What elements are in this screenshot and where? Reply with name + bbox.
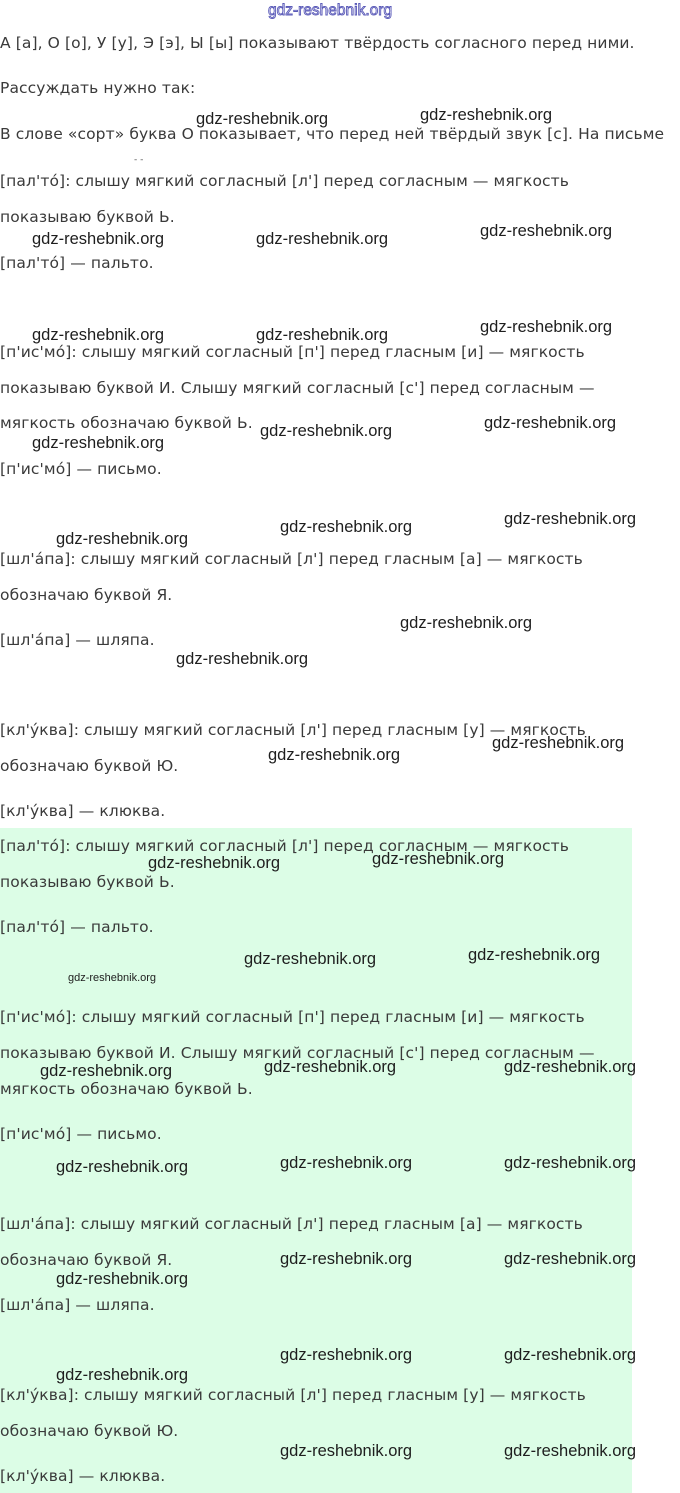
s1-klyukva-line-2: обозначаю буквой Ю. xyxy=(0,757,179,775)
watermark: gdz-reshebnik.org xyxy=(468,946,601,964)
s2-shlyapa-line-2: обозначаю буквой Я. xyxy=(0,1251,173,1269)
watermark: gdz-reshebnik.org xyxy=(56,1366,189,1384)
watermark: gdz-reshebnik.org xyxy=(280,1346,413,1364)
intro-line-1: А [а], О [о], У [у], Э [э], Ы [ы] показывают твёрдость согласного перед ними. xyxy=(0,34,635,52)
watermark: gdz-reshebnik.org xyxy=(504,1250,637,1268)
watermark: gdz-reshebnik.org xyxy=(256,326,389,344)
watermark: gdz-reshebnik.org xyxy=(480,318,613,336)
s1-shlyapa-line-1: [шл'а́па]: слышу мягкий согласный [л'] перед гласным [а] — мягкость xyxy=(0,550,583,568)
watermark: gdz-reshebnik.org xyxy=(504,1058,637,1076)
watermark: gdz-reshebnik.org xyxy=(400,614,533,632)
watermark: gdz-reshebnik.org xyxy=(32,326,165,344)
watermark-small: gdz-reshebnik.org xyxy=(68,972,157,984)
watermark: gdz-reshebnik.org xyxy=(280,518,413,536)
watermark: gdz-reshebnik.org xyxy=(504,1154,637,1172)
s2-klyukva-result: [кл'у́ква] — клюква. xyxy=(0,1467,166,1485)
s1-pismo-line-3: мягкость обозначаю буквой Ь. xyxy=(0,414,253,432)
s2-shlyapa-line-1: [шл'а́па]: слышу мягкий согласный [л'] перед гласным [а] — мягкость xyxy=(0,1215,583,1233)
watermark: gdz-reshebnik.org xyxy=(40,1062,173,1080)
s1-palto-line-2: показываю буквой Ь. xyxy=(0,208,175,226)
watermark: gdz-reshebnik.org xyxy=(32,434,165,452)
watermark: gdz-reshebnik.org xyxy=(260,422,393,440)
watermark: gdz-reshebnik.org xyxy=(492,734,625,752)
s1-shlyapa-result: [шл'а́па] — шляпа. xyxy=(0,631,155,649)
s1-klyukva-result: [кл'у́ква] — клюква. xyxy=(0,802,166,820)
s1-palto-result: [пал'то́] — пальто. xyxy=(0,254,154,272)
watermark: gdz-reshebnik.org xyxy=(264,1058,397,1076)
intro-line-2: Рассуждать нужно так: xyxy=(0,79,196,97)
watermark: gdz-reshebnik.org xyxy=(268,746,401,764)
watermark: gdz-reshebnik.org xyxy=(56,530,189,548)
s2-pismo-line-3: мягкость обозначаю буквой Ь. xyxy=(0,1080,253,1098)
watermark: gdz-reshebnik.org xyxy=(504,1442,637,1460)
watermark: gdz-reshebnik.org xyxy=(504,510,637,528)
watermark: gdz-reshebnik.org xyxy=(196,110,329,128)
intro-line-3: В слове «сорт» буква О показывает, что перед ней твёрдый звук [с]. На письме xyxy=(0,125,665,143)
s2-palto-result: [пал'то́] — пальто. xyxy=(0,918,154,936)
s1-pismo-result: [п'ис'мо́] — письмо. xyxy=(0,460,162,478)
watermark: gdz-reshebnik.org xyxy=(56,1270,189,1288)
dots-mark: - - xyxy=(134,155,144,165)
watermark: gdz-reshebnik.org xyxy=(280,1154,413,1172)
watermark: gdz-reshebnik.org xyxy=(244,950,377,968)
watermark: gdz-reshebnik.org xyxy=(480,222,613,240)
s1-pismo-line-2: показываю буквой И. Слышу мягкий согласный [с'] перед согласным — xyxy=(0,379,595,397)
header-watermark[interactable]: gdz-reshebnik.org xyxy=(268,2,393,19)
s2-pismo-result: [п'ис'мо́] — письмо. xyxy=(0,1125,162,1143)
watermark: gdz-reshebnik.org xyxy=(148,854,281,872)
s1-klyukva-line-1: [кл'у́ква]: слышу мягкий согласный [л'] перед гласным [у] — мягкость xyxy=(0,721,586,739)
s2-shlyapa-result: [шл'а́па] — шляпа. xyxy=(0,1296,155,1314)
s1-palto-line-1: [пал'то́]: слышу мягкий согласный [л'] перед согласным — мягкость xyxy=(0,172,570,190)
s2-palto-line-1: [пал'то́]: слышу мягкий согласный [л'] перед согласным — мягкость xyxy=(0,837,570,855)
watermark: gdz-reshebnik.org xyxy=(420,106,553,124)
watermark: gdz-reshebnik.org xyxy=(484,414,617,432)
watermark: gdz-reshebnik.org xyxy=(56,1158,189,1176)
watermark: gdz-reshebnik.org xyxy=(176,650,309,668)
watermark: gdz-reshebnik.org xyxy=(372,850,505,868)
s1-pismo-line-1: [п'ис'мо́]: слышу мягкий согласный [п'] перед гласным [и] — мягкость xyxy=(0,343,585,361)
s2-klyukva-line-2: обозначаю буквой Ю. xyxy=(0,1422,179,1440)
watermark: gdz-reshebnik.org xyxy=(504,1346,637,1364)
s2-klyukva-line-1: [кл'у́ква]: слышу мягкий согласный [л'] перед гласным [у] — мягкость xyxy=(0,1386,586,1404)
s2-pismo-line-2: показываю буквой И. Слышу мягкий согласный [с'] перед согласным — xyxy=(0,1044,595,1062)
watermark: gdz-reshebnik.org xyxy=(32,230,165,248)
watermark: gdz-reshebnik.org xyxy=(256,230,389,248)
s1-shlyapa-line-2: обозначаю буквой Я. xyxy=(0,586,173,604)
s2-palto-line-2: показываю буквой Ь. xyxy=(0,873,175,891)
watermark: gdz-reshebnik.org xyxy=(280,1250,413,1268)
watermark: gdz-reshebnik.org xyxy=(280,1442,413,1460)
s2-pismo-line-1: [п'ис'мо́]: слышу мягкий согласный [п'] перед гласным [и] — мягкость xyxy=(0,1008,585,1026)
